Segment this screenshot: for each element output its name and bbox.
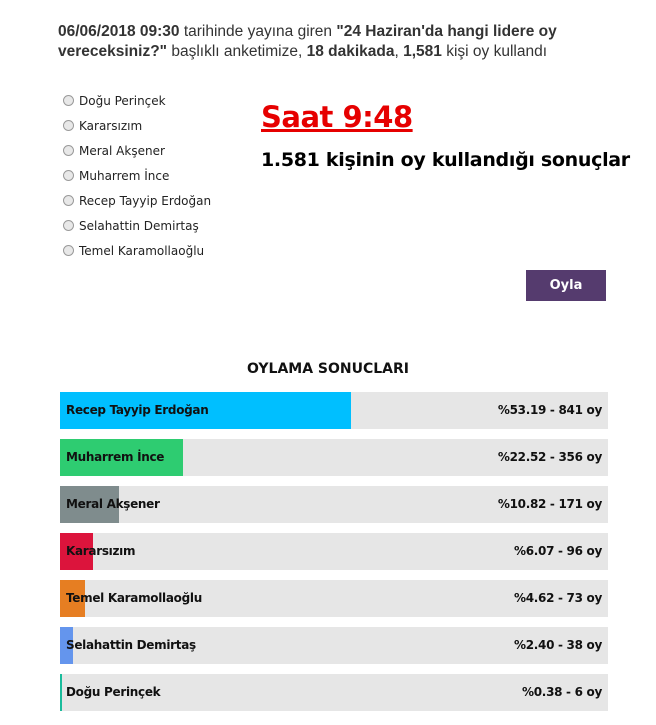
option-kararsizim[interactable] bbox=[63, 113, 211, 138]
results-title: OYLAMA SONUCLARI bbox=[246, 361, 410, 377]
summary-text-4: kişi oy kullandı bbox=[441, 43, 548, 60]
result-candidate-name: Doğu Perinçek bbox=[66, 685, 161, 699]
result-row bbox=[60, 674, 608, 711]
poll-duration: 18 dakikada bbox=[306, 43, 395, 60]
radio-button[interactable] bbox=[63, 145, 74, 156]
radio-button[interactable] bbox=[63, 120, 74, 131]
result-percent-label: %2.40 - 38 oy bbox=[513, 638, 602, 652]
result-row bbox=[60, 533, 608, 570]
option-label: Temel Karamollaoğlu bbox=[79, 243, 205, 258]
result-percent-label: %53.19 - 841 oy bbox=[497, 403, 602, 417]
option-label: Selahattin Demirtaş bbox=[79, 218, 199, 233]
result-row bbox=[60, 392, 608, 429]
vote-count: 1,581 bbox=[403, 43, 442, 60]
option-temel-karamollaoglu[interactable] bbox=[63, 238, 211, 263]
results-list bbox=[60, 392, 608, 721]
summary-text-3: , bbox=[394, 43, 404, 60]
summary-text-2: başlıklı anketimize, bbox=[167, 43, 307, 60]
result-bar-fill bbox=[60, 674, 62, 711]
result-candidate-name: Selahattin Demirtaş bbox=[66, 638, 196, 652]
radio-button[interactable] bbox=[63, 245, 74, 256]
result-percent-label: %4.62 - 73 oy bbox=[513, 591, 602, 605]
option-label: Kararsızım bbox=[79, 118, 143, 133]
result-candidate-name: Temel Karamollaoğlu bbox=[66, 591, 202, 605]
result-candidate-name: Recep Tayyip Erdoğan bbox=[66, 403, 209, 417]
result-percent-label: %10.82 - 171 oy bbox=[497, 497, 602, 511]
option-label: Doğu Perinçek bbox=[79, 93, 166, 108]
poll-title: "24 Haziran'da hangi lidere oy vereceksiniz?" bbox=[58, 23, 557, 60]
result-percent-label: %6.07 - 96 oy bbox=[513, 544, 602, 558]
result-row bbox=[60, 439, 608, 476]
time-overlay: Saat 9:48 bbox=[261, 100, 413, 134]
option-label: Meral Akşener bbox=[79, 143, 165, 158]
summary-text-1: tarihinde yayına giren bbox=[179, 23, 337, 40]
radio-button[interactable] bbox=[63, 170, 74, 181]
option-recep-tayyip-erdogan[interactable] bbox=[63, 188, 211, 213]
option-dogu-perincek[interactable] bbox=[63, 88, 211, 113]
poll-options bbox=[63, 88, 211, 263]
result-row bbox=[60, 486, 608, 523]
result-candidate-name: Muharrem İnce bbox=[66, 450, 165, 464]
results-subtitle: 1.581 kişinin oy kullandığı sonuçlar bbox=[261, 149, 630, 171]
option-label: Muharrem İnce bbox=[79, 168, 170, 183]
option-selahattin-demirtas[interactable] bbox=[63, 213, 211, 238]
poll-summary bbox=[58, 22, 618, 62]
poll-date: 06/06/2018 09:30 bbox=[58, 23, 180, 40]
radio-button[interactable] bbox=[63, 195, 74, 206]
option-muharrem-ince[interactable] bbox=[63, 163, 211, 188]
result-row bbox=[60, 627, 608, 664]
option-label: Recep Tayyip Erdoğan bbox=[79, 193, 212, 208]
radio-button[interactable] bbox=[63, 220, 74, 231]
result-candidate-name: Kararsızım bbox=[66, 544, 136, 558]
result-percent-label: %0.38 - 6 oy bbox=[522, 685, 602, 699]
result-candidate-name: Meral Akşener bbox=[66, 497, 160, 511]
result-row bbox=[60, 580, 608, 617]
vote-button[interactable]: Oyla bbox=[526, 270, 606, 301]
result-percent-label: %22.52 - 356 oy bbox=[497, 450, 602, 464]
option-meral-aksener[interactable] bbox=[63, 138, 211, 163]
radio-button[interactable] bbox=[63, 95, 74, 106]
